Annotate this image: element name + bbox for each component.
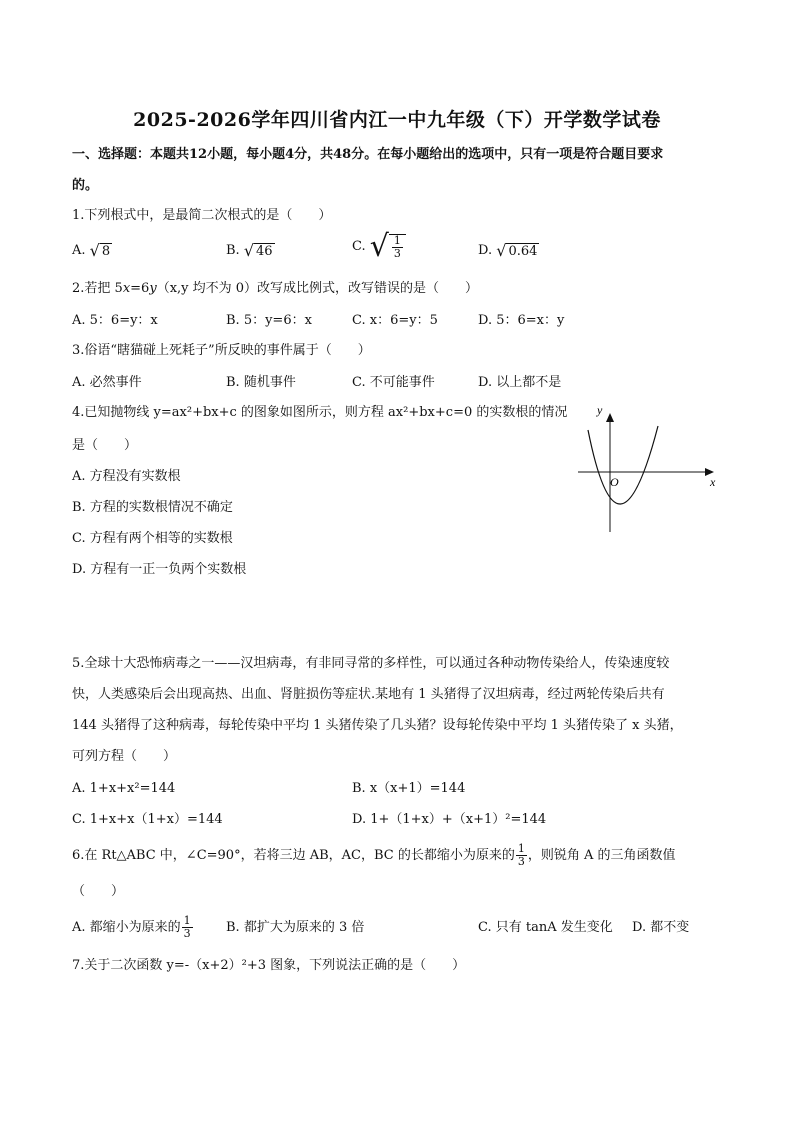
q3-option-a[interactable]: A. 必然事件 [72,375,142,390]
q5-stem: 5.全球十大恐怖病毒之一——汉坦病毒，有非同寻常的多样性，可以通过各种动物传染给人，传染速度较 [72,656,670,671]
origin-label: O [610,475,619,489]
sqrt-symbol: √ 0.64 [496,240,538,260]
section-heading: 一、选择题：本题共12小题，每小题4分，共48分。在每小题给出的选项中，只有一项是符合题目要求 [72,147,664,162]
x-axis-label: x [710,475,716,489]
q2-option-a[interactable]: A. 5：6=y：x [72,313,158,328]
q4-option-b[interactable]: B. 方程的实数根情况不确定 [72,500,233,515]
q2-option-c[interactable]: C. x：6=y：5 [352,313,438,328]
q3-stem: 3.俗语“瞎猫碰上死耗子”所反映的事件属于（ ） [72,343,371,358]
fraction: $\frac{1}{3}$ [517,842,525,868]
q2-option-b[interactable]: B. 5：y=6：x [226,313,312,328]
q5-option-c[interactable]: C. 1+x+x（1+x）=144 [72,812,223,827]
q6-option-c[interactable]: C. 只有 tanA 发生变化 [478,920,613,935]
q1-option-a[interactable]: A. √ 8 [72,240,111,260]
q4-option-a[interactable]: A. 方程没有实数根 [72,469,181,484]
parabola-graph [572,400,732,540]
sqrt-symbol: √ $\frac{1}{3}$ [370,232,406,262]
q5-stem-cont: 可列方程（ ） [72,749,177,764]
q4-stem-cont: 是（ ） [72,438,138,453]
y-axis-arrow [606,413,614,422]
q1-option-d[interactable]: D. √ 0.64 [478,240,538,260]
fraction: $\frac{1}{3}$ [183,914,191,940]
section-heading-cont: 的。 [72,178,99,193]
q2-stem: 2.若把 5x=6y（x,y 均不为 0）改写成比例式，改写错误的是（ ） [72,281,479,296]
q1-stem: 1.下列根式中，是最简二次根式的是（ ） [72,208,332,223]
q5-option-d[interactable]: D. 1+（1+x）+（x+1）²=144 [352,812,547,827]
q1-option-c[interactable]: C. √ $\frac{1}{3}$ [352,232,406,262]
q3-option-b[interactable]: B. 随机事件 [226,375,296,390]
q4-option-d[interactable]: D. 方程有一正一负两个实数根 [72,562,247,577]
q7-stem: 7.关于二次函数 y=-（x+2）²+3 图象，下列说法正确的是（ ） [72,958,466,973]
q1-option-b[interactable]: B. √ 46 [226,240,273,260]
q6-stem-cont: （ ） [72,884,125,899]
sqrt-symbol: √ 46 [243,240,273,260]
q5-option-b[interactable]: B. x（x+1）=144 [352,781,466,796]
y-axis-label: y [597,403,603,417]
q4-option-c[interactable]: C. 方程有两个相等的实数根 [72,531,233,546]
page-title: 2025-2026学年四川省内江一中九年级（下）开学数学试卷 [133,109,661,131]
q6-option-a[interactable]: A. 都缩小为原来的 $\frac{1}{3}$ [72,914,191,940]
q4-stem: 4.已知抛物线 y=ax²+bx+c 的图象如图所示，则方程 ax²+bx+c=0 的实数根的情况 [72,405,568,420]
q5-stem-cont: 144 头猪得了这种病毒，每轮传染中平均 1 头猪传染了几头猪？设每轮传染中平均 1 头猪传染了 x 头猪， [72,718,683,733]
parabola-curve [588,426,658,504]
sqrt-symbol: √ 8 [89,240,111,260]
q6-option-b[interactable]: B. 都扩大为原来的 3 倍 [226,920,365,935]
q5-option-a[interactable]: A. 1+x+x²=144 [72,781,176,796]
q5-stem-cont: 快，人类感染后会出现高热、出血、肾脏损伤等症状.某地有 1 头猪得了汉坦病毒，经过两轮传染后共有 [72,687,665,702]
q6-stem: 6.在 Rt△ABC 中，∠C=90°，若将三边 AB，AC，BC 的长都缩小为原来的 $\frac{1}{3}$ ，则锐角 A 的三角函数值 [72,842,676,868]
q3-option-c[interactable]: C. 不可能事件 [352,375,435,390]
q2-option-d[interactable]: D. 5：6=x：y [478,313,565,328]
q3-option-d[interactable]: D. 以上都不是 [478,375,562,390]
q6-option-d[interactable]: D. 都不变 [632,920,690,935]
